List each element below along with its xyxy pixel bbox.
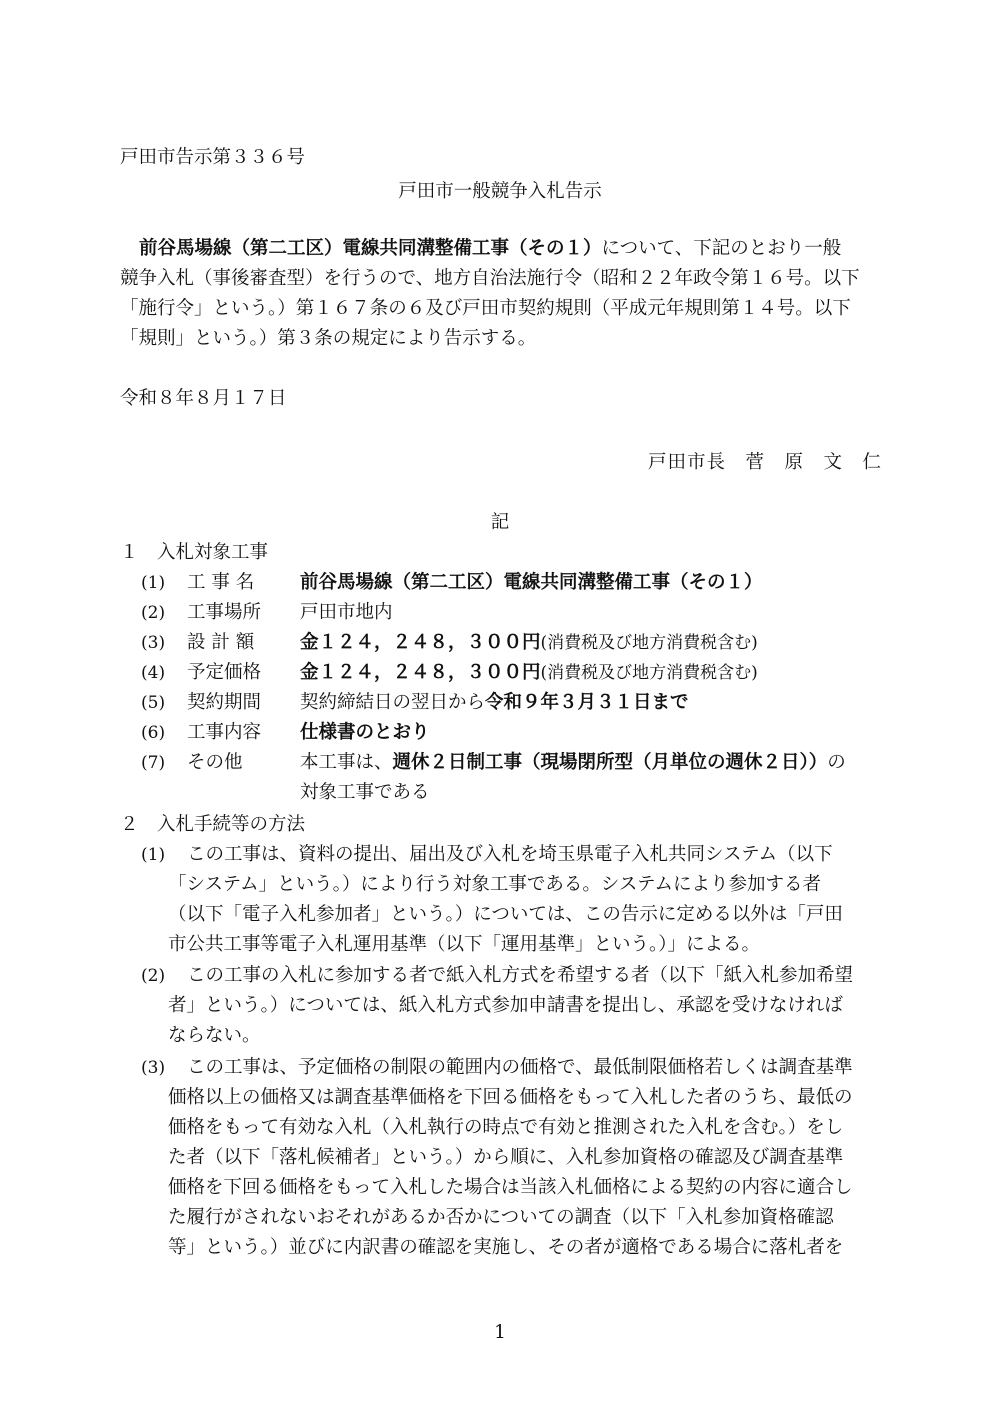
paragraph-line: 価格以上の価格又は調査基準価格を下回る価格をもって入札した者のうち、最低の: [168, 1087, 853, 1108]
item-number: (6): [141, 723, 166, 743]
notice-date: 令和８年８月１７日: [120, 388, 287, 409]
paragraph-line: た者（以下「落札候補者」という。）から順に、入札参加資格の確認及び調査基準: [168, 1147, 844, 1168]
paragraph-line: 価格を下回る価格をもって入札した場合は当該入札価格による契約の内容に適合し: [168, 1177, 853, 1198]
item-value: 前谷馬場線（第二工区）電線共同溝整備工事（その１）: [300, 572, 763, 593]
intro-line-1-rest: について、下記のとおり一般: [601, 238, 842, 259]
tax-note: (消費税及び地方消費税含む): [540, 663, 758, 683]
item-number: (2): [141, 966, 166, 986]
item-number: (5): [141, 693, 166, 713]
planned-price: 金１２４，２４８，３００円: [300, 662, 541, 683]
page-number: 1: [494, 1322, 506, 1343]
document-title: 戸田市一般競争入札告示: [398, 181, 602, 202]
item-label: 契約期間: [187, 692, 262, 713]
section2-heading: ２ 入札手続等の方法: [120, 814, 306, 835]
mayor-signature: 戸田市長 菅 原 文 仁: [647, 452, 882, 473]
intro-line-4: 「規則」という。）第３条の規定により告示する。: [120, 328, 537, 349]
item-number: (7): [141, 753, 166, 773]
item-label: 工事内容: [187, 722, 262, 743]
item-value-line-2: 対象工事である: [300, 782, 430, 803]
item-number: (3): [141, 633, 166, 653]
intro-line-1: [139, 234, 841, 264]
intro-line-2: 競争入札（事後審査型）を行うので、地方自治法施行令（昭和２２年政令第１６号。以下: [120, 268, 860, 289]
item-label: 工事場所: [187, 602, 262, 623]
item-value: [300, 688, 689, 718]
item-value: [300, 628, 758, 658]
intro-project-name: 前谷馬場線（第二工区）電線共同溝整備工事（その１）: [139, 238, 602, 259]
item-value: 仕様書のとおり: [300, 722, 430, 743]
item-number: (4): [141, 663, 166, 683]
paragraph-line: 「システム」という。）により行う対象工事である。システムにより参加する者: [168, 874, 822, 895]
item-number: (3): [141, 1058, 166, 1078]
notice-number: 戸田市告示第３３６号: [120, 147, 306, 168]
item-label: 工 事 名: [187, 572, 255, 593]
paragraph-line: 者」という。）については、紙入札方式参加申請書を提出し、承認を受けなければ: [168, 995, 843, 1016]
item-label: 予定価格: [187, 662, 262, 683]
paragraph-line: ならない。: [168, 1025, 261, 1046]
tax-note: (消費税及び地方消費税含む): [540, 633, 758, 653]
period-prefix: 契約締結日の翌日から: [300, 692, 486, 713]
paragraph-line: （以下「電子入札参加者」という。）については、この告示に定める以外は「戸田: [168, 904, 843, 925]
item-number: (1): [141, 573, 166, 593]
paragraph-line: この工事の入札に参加する者で紙入札方式を希望する者（以下「紙入札参加希望: [187, 965, 854, 986]
other-suffix: の: [827, 752, 846, 773]
intro-line-3: 「施行令」という。）第１６７条の６及び戸田市契約規則（平成元年規則第１４号。以下: [120, 298, 851, 319]
period-end: 令和９年３月３１日まで: [485, 692, 689, 713]
item-value: [300, 658, 758, 688]
other-prefix: 本工事は、: [300, 752, 393, 773]
item-value: [300, 748, 846, 778]
section1-heading: １ 入札対象工事: [120, 542, 269, 563]
paragraph-line: この工事は、予定価格の制限の範囲内の価格で、最低制限価格若しくは調査基準: [187, 1057, 853, 1078]
paragraph-line: 市公共工事等電子入札運用基準（以下「運用基準」という。）」による。: [168, 934, 761, 955]
ki-heading: 記: [490, 512, 510, 533]
paragraph-line: この工事は、資料の提出、届出及び入札を埼玉県電子入札共同システム（以下: [187, 844, 833, 865]
item-label: その他: [187, 752, 243, 773]
other-bold: 週休２日制工事（現場閉所型（月単位の週休２日））: [392, 752, 828, 773]
item-number: (1): [141, 845, 166, 865]
item-label: 設 計 額: [187, 632, 255, 653]
item-value: 戸田市地内: [300, 602, 393, 623]
design-amount: 金１２４，２４８，３００円: [300, 632, 541, 653]
paragraph-line: た履行がされないおそれがあるか否かについての調査（以下「入札参加資格確認: [168, 1207, 834, 1228]
paragraph-line: 等」という。）並びに内訳書の確認を実施し、その者が適格である場合に落札者を: [168, 1237, 844, 1258]
paragraph-line: 価格をもって有効な入札（入札執行の時点で有効と推測された入札を含む。）をし: [168, 1117, 844, 1138]
item-number: (2): [141, 603, 166, 623]
